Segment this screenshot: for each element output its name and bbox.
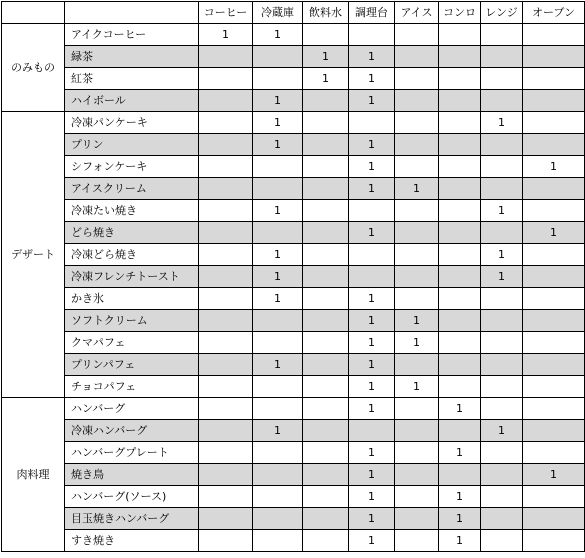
value-cell [199, 354, 253, 376]
value-cell [349, 420, 395, 442]
value-cell: 1 [349, 178, 395, 200]
value-cell [199, 156, 253, 178]
value-cell [523, 508, 585, 530]
value-cell [395, 68, 439, 90]
column-header: コンロ [439, 2, 481, 24]
value-cell [481, 288, 523, 310]
value-cell [349, 244, 395, 266]
value-cell: 1 [395, 310, 439, 332]
value-cell [481, 24, 523, 46]
item-name: ソフトクリーム [65, 310, 199, 332]
value-cell [523, 24, 585, 46]
value-cell: 1 [349, 46, 395, 68]
value-cell [481, 310, 523, 332]
value-cell [395, 24, 439, 46]
table-row [2, 486, 585, 508]
value-cell: 1 [349, 508, 395, 530]
value-cell [439, 178, 481, 200]
value-cell [253, 332, 303, 354]
value-cell [439, 200, 481, 222]
value-cell: 1 [481, 112, 523, 134]
category-label: デザート [2, 112, 65, 398]
value-cell [395, 244, 439, 266]
value-cell [481, 46, 523, 68]
value-cell [523, 332, 585, 354]
table-row [2, 178, 585, 200]
value-cell [253, 156, 303, 178]
value-cell [395, 288, 439, 310]
value-cell [395, 222, 439, 244]
value-cell [303, 398, 349, 420]
value-cell [395, 134, 439, 156]
column-header: 飲料水 [303, 2, 349, 24]
value-cell [199, 46, 253, 68]
value-cell [481, 90, 523, 112]
value-cell [395, 200, 439, 222]
value-cell [523, 398, 585, 420]
value-cell [395, 354, 439, 376]
value-cell [439, 266, 481, 288]
table-row [2, 508, 585, 530]
table-row [2, 200, 585, 222]
value-cell [523, 266, 585, 288]
category-label: のみもの [2, 24, 65, 112]
value-cell [199, 200, 253, 222]
item-name: ハンバーグ [65, 398, 199, 420]
item-name: どら焼き [65, 222, 199, 244]
value-cell [199, 420, 253, 442]
value-cell [439, 112, 481, 134]
value-cell: 1 [439, 486, 481, 508]
table-row [2, 266, 585, 288]
value-cell [303, 530, 349, 552]
value-cell: 1 [253, 134, 303, 156]
value-cell: 1 [439, 442, 481, 464]
value-cell: 1 [439, 398, 481, 420]
table-row [2, 46, 585, 68]
value-cell: 1 [253, 200, 303, 222]
value-cell: 1 [349, 464, 395, 486]
value-cell: 1 [349, 398, 395, 420]
value-cell [439, 420, 481, 442]
value-cell: 1 [395, 332, 439, 354]
item-name: 冷凍どら焼き [65, 244, 199, 266]
value-cell [199, 508, 253, 530]
value-cell [253, 398, 303, 420]
value-cell [199, 178, 253, 200]
value-cell [253, 442, 303, 464]
value-cell [303, 508, 349, 530]
value-cell [481, 332, 523, 354]
value-cell [199, 332, 253, 354]
table-row [2, 420, 585, 442]
value-cell [439, 134, 481, 156]
value-cell [395, 398, 439, 420]
value-cell [523, 288, 585, 310]
value-cell: 1 [349, 90, 395, 112]
value-cell [439, 222, 481, 244]
value-cell [199, 398, 253, 420]
value-cell: 1 [253, 288, 303, 310]
value-cell [253, 486, 303, 508]
value-cell [439, 310, 481, 332]
value-cell: 1 [481, 200, 523, 222]
value-cell [481, 508, 523, 530]
item-name: プリン [65, 134, 199, 156]
value-cell [303, 134, 349, 156]
value-cell [481, 68, 523, 90]
value-cell [349, 266, 395, 288]
item-name: シフォンケーキ [65, 156, 199, 178]
header-row [2, 2, 585, 24]
value-cell [481, 486, 523, 508]
value-cell [481, 178, 523, 200]
value-cell [199, 376, 253, 398]
value-cell: 1 [481, 420, 523, 442]
value-cell [253, 464, 303, 486]
value-cell [303, 376, 349, 398]
value-cell [523, 178, 585, 200]
value-cell [303, 310, 349, 332]
value-cell [349, 112, 395, 134]
value-cell [199, 464, 253, 486]
table-row [2, 112, 585, 134]
value-cell [395, 442, 439, 464]
value-cell [481, 222, 523, 244]
value-cell [481, 354, 523, 376]
value-cell [523, 310, 585, 332]
item-name: 冷凍ハンバーグ [65, 420, 199, 442]
value-cell [395, 486, 439, 508]
value-cell [395, 530, 439, 552]
table-row [2, 134, 585, 156]
column-header: レンジ [481, 2, 523, 24]
column-header: オーブン [523, 2, 585, 24]
value-cell: 1 [303, 68, 349, 90]
value-cell: 1 [481, 244, 523, 266]
value-cell [253, 310, 303, 332]
value-cell: 1 [349, 486, 395, 508]
item-name: アイスクリーム [65, 178, 199, 200]
value-cell [253, 376, 303, 398]
value-cell [303, 486, 349, 508]
value-cell: 1 [349, 68, 395, 90]
value-cell [303, 244, 349, 266]
table-body [2, 2, 585, 552]
value-cell: 1 [349, 332, 395, 354]
table-row [2, 442, 585, 464]
value-cell [439, 354, 481, 376]
value-cell [303, 288, 349, 310]
table-row [2, 68, 585, 90]
value-cell: 1 [349, 530, 395, 552]
table-row [2, 222, 585, 244]
table-row [2, 530, 585, 552]
value-cell [199, 244, 253, 266]
value-cell [253, 178, 303, 200]
value-cell: 1 [349, 310, 395, 332]
value-cell [439, 376, 481, 398]
item-name: すき焼き [65, 530, 199, 552]
item-name: 冷凍パンケーキ [65, 112, 199, 134]
item-name: ハイボール [65, 90, 199, 112]
value-cell [523, 68, 585, 90]
table-row [2, 310, 585, 332]
table-row [2, 332, 585, 354]
value-cell [395, 464, 439, 486]
value-cell [481, 156, 523, 178]
table-row [2, 90, 585, 112]
value-cell [199, 530, 253, 552]
category-label: 肉料理 [2, 398, 65, 552]
table-row [2, 24, 585, 46]
value-cell [303, 156, 349, 178]
value-cell [349, 24, 395, 46]
value-cell [303, 200, 349, 222]
value-cell: 1 [349, 442, 395, 464]
value-cell [439, 90, 481, 112]
value-cell [303, 178, 349, 200]
value-cell [303, 222, 349, 244]
value-cell [253, 508, 303, 530]
recipe-appliance-table [1, 1, 585, 552]
item-name: 焼き鳥 [65, 464, 199, 486]
value-cell [481, 464, 523, 486]
value-cell: 1 [253, 354, 303, 376]
item-name: ハンバーグプレート [65, 442, 199, 464]
value-cell: 1 [199, 24, 253, 46]
value-cell [439, 24, 481, 46]
value-cell [253, 68, 303, 90]
value-cell [395, 112, 439, 134]
value-cell [395, 156, 439, 178]
table-row [2, 156, 585, 178]
value-cell: 1 [481, 266, 523, 288]
value-cell [523, 46, 585, 68]
column-header: 調理台 [349, 2, 395, 24]
value-cell: 1 [253, 266, 303, 288]
value-cell [523, 376, 585, 398]
value-cell [523, 90, 585, 112]
value-cell [303, 90, 349, 112]
value-cell [481, 442, 523, 464]
value-cell: 1 [523, 464, 585, 486]
value-cell [349, 200, 395, 222]
value-cell [199, 222, 253, 244]
table-row [2, 354, 585, 376]
value-cell [523, 530, 585, 552]
value-cell [439, 68, 481, 90]
item-name: ハンバーグ(ソース) [65, 486, 199, 508]
value-cell [199, 310, 253, 332]
value-cell: 1 [349, 222, 395, 244]
value-cell [199, 486, 253, 508]
value-cell: 1 [523, 156, 585, 178]
item-name: 冷凍たい焼き [65, 200, 199, 222]
item-name: チョコパフェ [65, 376, 199, 398]
table-row [2, 398, 585, 420]
item-name: アイクコーヒー [65, 24, 199, 46]
corner-cell [65, 2, 199, 24]
value-cell: 1 [349, 376, 395, 398]
value-cell: 1 [253, 112, 303, 134]
value-cell [303, 442, 349, 464]
value-cell [481, 134, 523, 156]
value-cell [303, 464, 349, 486]
value-cell: 1 [349, 156, 395, 178]
value-cell [523, 486, 585, 508]
value-cell [303, 266, 349, 288]
value-cell: 1 [439, 530, 481, 552]
value-cell [199, 442, 253, 464]
column-header: 冷蔵庫 [253, 2, 303, 24]
value-cell [481, 530, 523, 552]
value-cell [199, 90, 253, 112]
value-cell [253, 46, 303, 68]
value-cell [199, 68, 253, 90]
value-cell [481, 398, 523, 420]
value-cell [523, 420, 585, 442]
item-name: かき氷 [65, 288, 199, 310]
value-cell [199, 134, 253, 156]
value-cell: 1 [349, 134, 395, 156]
table-row [2, 288, 585, 310]
value-cell: 1 [349, 354, 395, 376]
item-name: 目玉焼きハンバーグ [65, 508, 199, 530]
table-row [2, 376, 585, 398]
corner-cell [2, 2, 65, 24]
value-cell [523, 200, 585, 222]
value-cell [439, 46, 481, 68]
value-cell [523, 442, 585, 464]
value-cell [523, 134, 585, 156]
value-cell [395, 90, 439, 112]
item-name: プリンパフェ [65, 354, 199, 376]
value-cell: 1 [253, 24, 303, 46]
item-name: 緑茶 [65, 46, 199, 68]
value-cell: 1 [253, 244, 303, 266]
value-cell [199, 266, 253, 288]
value-cell [199, 112, 253, 134]
item-name: クマパフェ [65, 332, 199, 354]
value-cell: 1 [349, 288, 395, 310]
item-name: 紅茶 [65, 68, 199, 90]
value-cell [395, 420, 439, 442]
value-cell [199, 288, 253, 310]
column-header: コーヒー [199, 2, 253, 24]
value-cell [303, 112, 349, 134]
table-row [2, 244, 585, 266]
column-header: アイス [395, 2, 439, 24]
value-cell [303, 420, 349, 442]
value-cell [303, 332, 349, 354]
value-cell: 1 [395, 178, 439, 200]
value-cell [253, 530, 303, 552]
item-name: 冷凍フレンチトースト [65, 266, 199, 288]
value-cell [395, 266, 439, 288]
value-cell [303, 24, 349, 46]
value-cell [439, 156, 481, 178]
value-cell [523, 354, 585, 376]
value-cell: 1 [303, 46, 349, 68]
value-cell [523, 244, 585, 266]
value-cell: 1 [395, 376, 439, 398]
value-cell [253, 222, 303, 244]
value-cell [439, 332, 481, 354]
value-cell: 1 [253, 420, 303, 442]
value-cell [395, 508, 439, 530]
table-row [2, 464, 585, 486]
value-cell [481, 376, 523, 398]
value-cell [439, 464, 481, 486]
value-cell [523, 112, 585, 134]
value-cell: 1 [523, 222, 585, 244]
value-cell: 1 [439, 508, 481, 530]
value-cell [303, 354, 349, 376]
value-cell [395, 46, 439, 68]
value-cell: 1 [253, 90, 303, 112]
value-cell [439, 244, 481, 266]
value-cell [439, 288, 481, 310]
